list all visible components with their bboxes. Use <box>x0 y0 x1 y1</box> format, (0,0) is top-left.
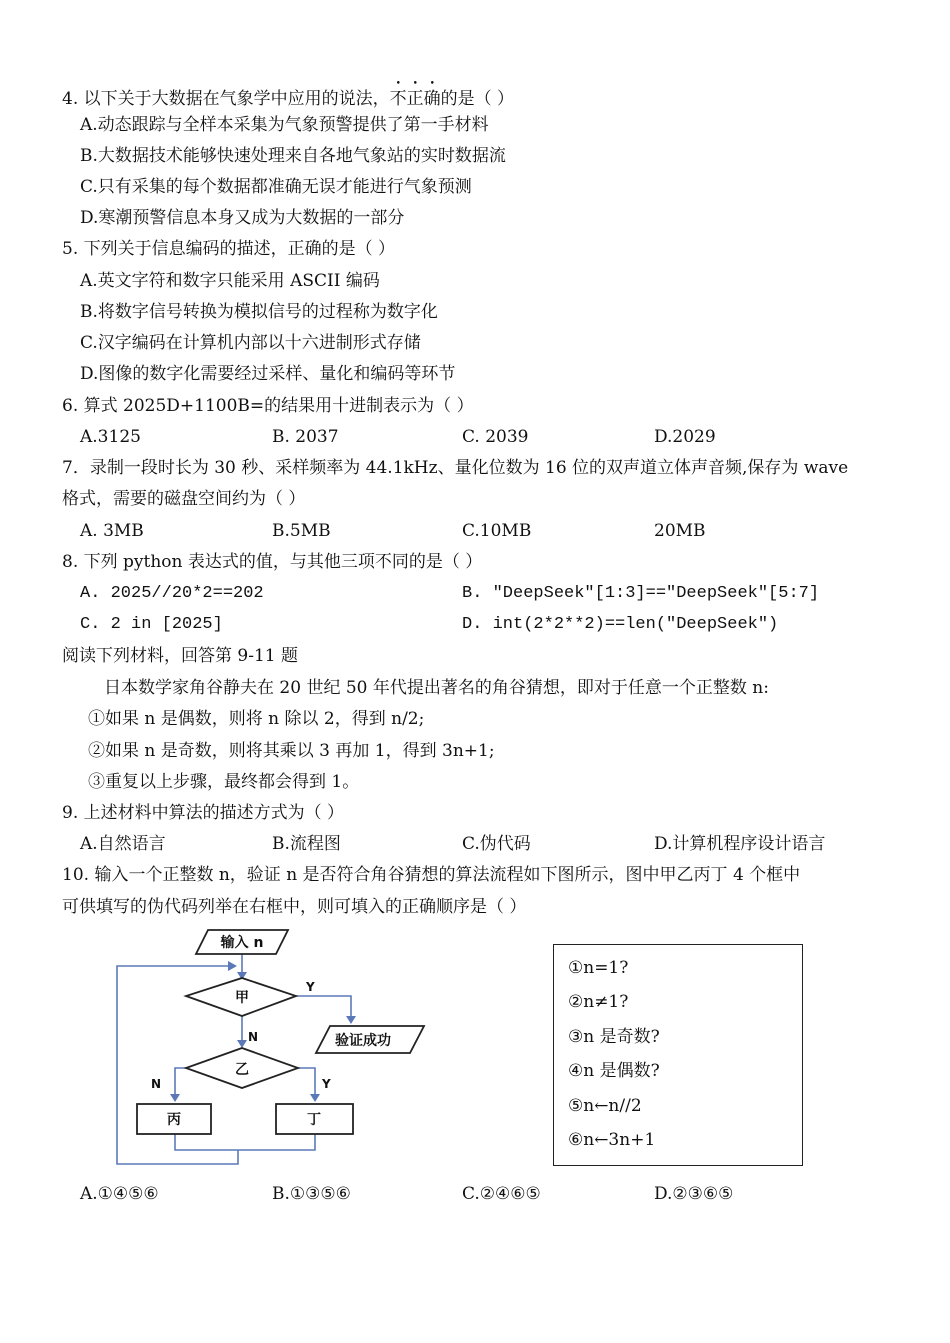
arrowhead-2 <box>346 1016 356 1024</box>
pseudo-code-box <box>553 944 803 1166</box>
pseudo-item-3: ③n 是奇数? <box>568 1027 660 1047</box>
success-label: 验证成功 <box>335 1033 391 1049</box>
q4-option-b: B.大数据技术能够快速处理来自各地气象站的实时数据流 <box>80 146 506 166</box>
q10-option-b: B.①③⑤⑥ <box>272 1184 351 1204</box>
q9-option-b: B.流程图 <box>272 834 341 854</box>
pseudo-item-1: ①n=1? <box>568 958 629 978</box>
q9-stem: 9. 上述材料中算法的描述方式为（ ） <box>62 803 345 823</box>
q6-option-d: D.2029 <box>654 427 716 447</box>
q8-stem: 8. 下列 python 表达式的值，与其他三项不同的是（ ） <box>62 552 483 572</box>
material-line-2: ①如果 n 是偶数，则将 n 除以 2，得到 n/2; <box>88 709 425 729</box>
input-label: 输入 n <box>220 935 264 951</box>
q10-option-d: D.②③⑥⑤ <box>654 1184 734 1204</box>
q7-option-b: B.5MB <box>272 521 331 541</box>
q9-option-c: C.伪代码 <box>462 834 531 854</box>
process-bing-label: 丙 <box>167 1112 181 1128</box>
flow-merge-line <box>175 1134 315 1150</box>
arrowhead-4 <box>170 1094 180 1102</box>
material-line-1: 日本数学家角谷静夫在 20 世纪 50 年代提出著名的角谷猜想，即对于任意一个正整数 n: <box>104 678 769 698</box>
q5-stem: 5. 下列关于信息编码的描述，正确的是（ ） <box>62 239 396 259</box>
q4-option-a: A.动态跟踪与全样本采集为气象预警提供了第一手材料 <box>80 115 489 135</box>
q9-option-d: D.计算机程序设计语言 <box>654 834 826 854</box>
q7-option-d: 20MB <box>654 521 706 541</box>
label-yes-2: Y <box>322 1077 331 1091</box>
q8-option-a: A. 2025//20*2==202 <box>80 584 264 603</box>
q10-stem-line2: 可供填写的伪代码列举在右框中，则可填入的正确顺序是（ ） <box>62 897 527 917</box>
q5-option-c: C.汉字编码在计算机内部以十六进制形式存储 <box>80 333 421 353</box>
flow-arrow-yes1 <box>296 996 351 1022</box>
label-no-2: N <box>151 1077 162 1091</box>
q4-option-c: C.只有采集的每个数据都准确无误才能进行气象预测 <box>80 177 472 197</box>
q6-option-c: C. 2039 <box>462 427 529 447</box>
q7-option-c: C.10MB <box>462 521 532 541</box>
q7-option-a: A. 3MB <box>80 521 144 541</box>
pseudo-item-6: ⑥n←3n+1 <box>568 1130 656 1150</box>
q10-option-c: C.②④⑥⑤ <box>462 1184 541 1204</box>
label-no-1: N <box>248 1030 259 1044</box>
q5-option-a: A.英文字符和数字只能采用 ASCII 编码 <box>80 271 380 291</box>
q4-stem: 4. 以下关于大数据在气象学中应用的说法，不正确的是（ ） <box>62 89 515 109</box>
q6-stem: 6. 算式 2025D+1100B=的结果用十进制表示为（ ） <box>62 396 474 416</box>
arrowhead-3 <box>237 1040 247 1048</box>
material-line-4: ③重复以上步骤，最终都会得到 1。 <box>88 772 360 792</box>
q5-option-b: B.将数字信号转换为模拟信号的过程称为数字化 <box>80 302 438 322</box>
q4-option-d: D.寒潮预警信息本身又成为大数据的一部分 <box>80 208 405 228</box>
arrowhead-6 <box>228 961 237 971</box>
q6-option-a: A.3125 <box>80 427 141 447</box>
process-ding-label: 丁 <box>307 1112 321 1128</box>
pseudo-item-2: ②n≠1? <box>568 992 629 1012</box>
arrowhead-5 <box>310 1094 320 1102</box>
q9-option-a: A.自然语言 <box>80 834 166 854</box>
q7-stem-line2: 格式，需要的磁盘空间约为（ ） <box>62 489 306 509</box>
material-intro: 阅读下列材料，回答第 9-11 题 <box>62 646 298 666</box>
q10-option-a: A.①④⑤⑥ <box>80 1184 159 1204</box>
material-line-3: ②如果 n 是奇数，则将其乘以 3 再加 1，得到 3n+1; <box>88 741 495 761</box>
q5-option-d: D.图像的数字化需要经过采样、量化和编码等环节 <box>80 364 456 384</box>
q4-emphasis: 不正确 <box>389 89 441 109</box>
q6-option-b: B. 2037 <box>272 427 339 447</box>
label-yes-1: Y <box>306 980 315 994</box>
decision-yi-label: 乙 <box>235 1062 249 1078</box>
q8-option-b: B. "DeepSeek"[1:3]=="DeepSeek"[5:7] <box>462 584 820 603</box>
q8-option-c: C. 2 in [2025] <box>80 615 223 634</box>
q10-stem-line1: 10. 输入一个正整数 n，验证 n 是否符合角谷猜想的算法流程如下图所示，图中甲乙丙丁 4 个框中 <box>62 865 801 885</box>
decision-jia-label: 甲 <box>235 990 249 1006</box>
q7-stem-line1: 7．录制一段时长为 30 秒、采样频率为 44.1kHz、量化位数为 16 位的双声道立体声音频,保存为 wave <box>62 458 849 478</box>
pseudo-item-5: ⑤n←n//2 <box>568 1096 642 1116</box>
pseudo-item-4: ④n 是偶数? <box>568 1061 660 1081</box>
q8-option-d: D. int(2*2**2)==len("DeepSeek") <box>462 615 779 634</box>
